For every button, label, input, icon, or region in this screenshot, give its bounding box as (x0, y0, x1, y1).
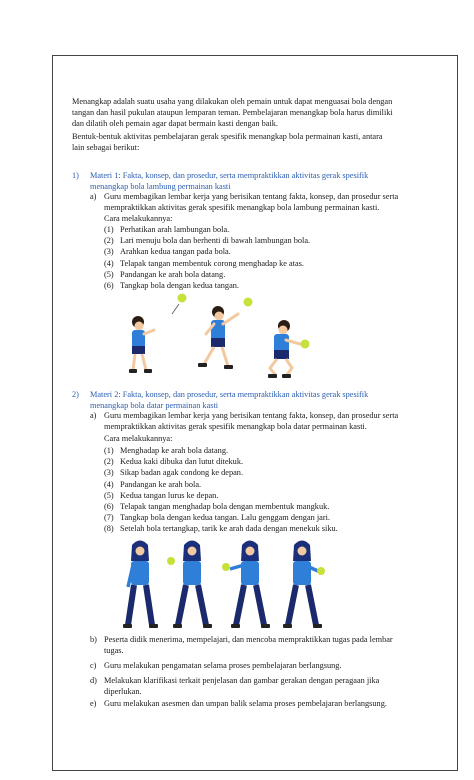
step-item: (3) Arahkan kedua tangan pada bola. (104, 247, 231, 257)
materi-title-line: menangkap bola lambung permainan kasti (90, 182, 231, 192)
intro-line: tangan dan hasil pukulan ataupun lemparan teman. Pembelajaran menangkap bola harus dimiliki (72, 108, 393, 118)
item-line: diperlukan. (104, 687, 142, 697)
item-line: Melakukan klarifikasi terkait penjelasan dan gambar gerakan dengan peragaan jika (104, 676, 380, 685)
materi-2-cara-label: Cara melakukannya: (104, 434, 173, 443)
ball-1 (178, 294, 187, 303)
girl-figure-1 (123, 541, 158, 629)
item-c-label: c) (90, 661, 97, 670)
intro-line: lain sebagai berikut: (72, 143, 140, 153)
illustration-catching-lob-ball (120, 290, 320, 382)
ball-4 (167, 557, 175, 565)
step-item: (5) Pandangan ke arah bola datang. (104, 269, 226, 279)
item-line: Guru melakukan asesmen dan umpan balik selama proses pembelajaran berlangsung. (104, 699, 387, 708)
materi-2-title (90, 389, 437, 411)
item-e-label: e) (90, 699, 97, 708)
item-e (104, 698, 437, 709)
illustration-catching-flat-ball (118, 537, 328, 631)
intro-paragraph-2 (72, 131, 437, 153)
intro-line: Menangkap adalah suatu usaha yang dilakukan oleh pemain untuk dapat menguasai bola dengan (72, 97, 393, 106)
materi-1-number: 1) (72, 171, 79, 180)
item-line: Guru membagikan lembar kerja yang berisikan tentang fakta, konsep, dan prosedur serta (104, 411, 399, 420)
intro-paragraph-1 (72, 96, 437, 130)
item-c (104, 660, 437, 671)
item-line: Peserta didik menerima, mempelajari, dan mencoba mempraktikkan tugas pada lembar (104, 635, 393, 644)
item-line: mempraktikkan aktivitas gerak spesifik menangkap bola datar permainan kasti. (104, 422, 367, 432)
materi-2-item-a-label: a) (90, 411, 97, 420)
girl-figure-2 (173, 541, 212, 629)
step-item: (5) Kedua tangan lurus ke depan. (104, 490, 219, 500)
ball-2 (244, 298, 253, 307)
step-item: (3) Sikap badan agak condong ke depan. (104, 468, 244, 478)
ball-3 (301, 340, 310, 349)
step-item: (1) Perhatikan arah lambungan bola. (104, 225, 230, 234)
item-line: mempraktikkan aktivitas gerak spesifik menangkap bola lambung permainan kasti. (104, 203, 380, 213)
item-line: tugas. (104, 646, 124, 656)
materi-1-cara-label: Cara melakukannya: (104, 214, 173, 223)
step-item: (2) Kedua kaki dibuka dan lutut ditekuk. (104, 457, 244, 467)
step-item: (6) Tangkap bola dengan kedua tangan. (104, 281, 239, 291)
step-item: (1) Menghadap ke arah bola datang. (104, 446, 229, 455)
item-line: Guru melakukan pengamatan selama proses pembelajaran berlangsung. (104, 661, 342, 670)
step-item: (4) Telapak tangan membentuk corong menghadap ke atas. (104, 258, 304, 268)
item-line: Guru membagikan lembar kerja yang berisikan tentang fakta, konsep, dan prosedur serta (104, 192, 399, 201)
materi-1-title (90, 170, 437, 192)
materi-1-item-a (104, 191, 437, 213)
boy-figure-3 (268, 320, 300, 378)
intro-line: Bentuk-bentuk aktivitas pembelajaran gerak spesifik menangkap bola permainan kasti, antara (72, 132, 383, 141)
item-b-label: b) (90, 635, 97, 644)
materi-2-item-a (104, 410, 437, 432)
materi-2-number: 2) (72, 390, 79, 399)
step-item: (4) Pandangan ke arah bola. (104, 479, 202, 489)
girl-figure-4 (283, 541, 322, 629)
item-b (104, 634, 437, 656)
step-item: (7) Tangkap bola dengan kedua tangan. Lalu genggam dengan jari. (104, 513, 330, 523)
girl-figure-3 (230, 541, 270, 629)
step-item: (2) Lari menuju bola dan berhenti di bawah lambungan bola. (104, 236, 311, 246)
boy-figure-2 (198, 306, 238, 369)
intro-line: dan dilatih oleh pemain agar dapat bermain kasti dengan baik. (72, 119, 278, 129)
materi-1-item-a-label: a) (90, 192, 97, 201)
ball-6 (317, 567, 325, 575)
materi-title-line: menangkap bola datar permainan kasti (90, 401, 219, 411)
step-item: (8) Setelah bola tertangkap, tarik ke arah dada dengan menekuk siku. (104, 524, 338, 534)
boy-figure-1 (129, 316, 154, 373)
materi-title-line: Materi 1: Fakta, konsep, dan prosedur, serta mempraktikkan aktivitas gerak spesifik (90, 171, 369, 180)
item-d-label: d) (90, 676, 97, 685)
materi-2-steps (104, 445, 437, 535)
materi-title-line: Materi 2: Fakta, konsep, dan prosedur, serta mempraktikkan aktivitas gerak spesifik (90, 390, 369, 399)
item-d (104, 675, 437, 697)
step-item: (6) Telapak tangan menghadap bola dengan membentuk mangkuk. (104, 502, 330, 512)
ball-5 (222, 563, 230, 571)
materi-1-steps (104, 224, 437, 291)
